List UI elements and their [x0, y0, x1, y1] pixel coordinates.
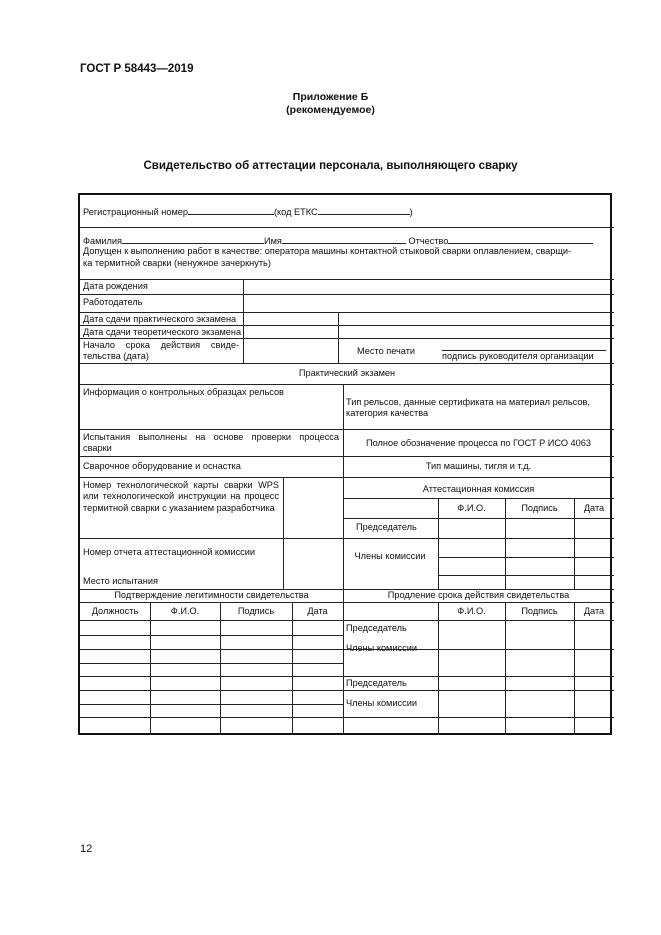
employer-label: Работодатель [83, 297, 143, 307]
wps-number-label: Номер технологической карты сварки WPS или технологической инструкции на процесс термитной сварки с указанием разработчика [83, 480, 279, 513]
patronymic-label: Отчество [408, 236, 449, 246]
birth-date-label: Дата рождения [83, 281, 148, 291]
etks-label: (код ЕТКС [274, 207, 318, 217]
commission-header: Аттестационная комиссия [422, 484, 535, 494]
commission-members-label: Члены комиссии [354, 551, 426, 561]
certificate-form [78, 193, 612, 735]
close-paren: ) [409, 207, 413, 217]
practical-exam-header: Практический экзамен [298, 368, 396, 378]
legitimacy-fio-header: Ф.И.О. [170, 606, 200, 616]
registration-line [83, 205, 413, 218]
admission-line-2: ка термитной сварки (ненужное зачеркнуть) [83, 258, 271, 268]
standard-designation: ГОСТ Р 58443—2019 [80, 63, 194, 75]
patronymic-field[interactable] [448, 234, 593, 244]
page-number: 12 [80, 843, 93, 855]
legitimacy-header: Подтверждение легитимности свидетельства [114, 590, 309, 600]
extension-members-label-1: Члены комиссии [346, 643, 417, 653]
admission-line-1: Допущен к выполнению работ в качестве: оператора машины контактной стыковой сварки оплавлением, сварщи- [83, 246, 572, 256]
extension-chairman-label-1: Председатель [346, 623, 407, 633]
extension-members-label-2: Члены комиссии [346, 698, 417, 708]
test-place-label: Место испытания [83, 576, 158, 586]
commission-fio-header: Ф.И.О. [457, 503, 486, 513]
annex-subtitle: (рекомендуемое) [286, 104, 375, 116]
seal-place-label: Место печати [357, 346, 416, 356]
annex-title: Приложение Б [292, 91, 369, 103]
document-title: Свидетельство об аттестации персонала, выполняющего сварку [143, 160, 518, 172]
extension-fio-header: Ф.И.О. [457, 606, 486, 616]
reg-number-field[interactable] [188, 205, 274, 215]
extension-date-header: Дата [583, 606, 605, 616]
name-field[interactable] [282, 234, 406, 244]
legitimacy-date-header: Дата [307, 606, 328, 616]
report-number-label: Номер отчета аттестационной комиссии [83, 547, 256, 557]
extension-signature-header: Подпись [521, 606, 558, 616]
theory-exam-date-label: Дата сдачи теоретического экзамена [83, 327, 242, 337]
control-samples-label: Информация о контрольных образцах рельсов [83, 387, 284, 397]
machine-type-label: Тип машины, тигля и т.д. [425, 461, 532, 471]
validity-start-label: Начало срока действия свиде-тельства (дата) [83, 340, 239, 362]
reg-number-label: Регистрационный номер [83, 207, 188, 217]
name-label: Имя [264, 236, 282, 246]
rail-type-label: Тип рельсов, данные сертификата на материал рельсов, категория качества [346, 397, 590, 419]
legitimacy-position-header: Должность [91, 606, 139, 616]
extension-header: Продление срока действия свидетельства [387, 590, 570, 600]
process-designation-label: Полное обозначение процесса по ГОСТ Р ИСО 4063 [366, 438, 591, 448]
tests-based-on-label: Испытания выполнены на основе проверки процесса сварки [83, 432, 339, 454]
commission-date-header: Дата [583, 503, 605, 513]
etks-field[interactable] [318, 205, 410, 215]
commission-chairman-label: Председатель [356, 522, 417, 532]
practical-exam-date-label: Дата сдачи практического экзамена [83, 314, 237, 324]
legitimacy-signature-header: Подпись [237, 606, 275, 616]
extension-chairman-label-2: Председатель [346, 678, 407, 688]
org-head-signature-label: подпись руководителя организации [442, 351, 594, 361]
commission-signature-header: Подпись [521, 503, 558, 513]
surname-field[interactable] [122, 234, 264, 244]
equipment-label: Сварочное оборудование и оснастка [83, 461, 241, 471]
surname-label: Фамилия [83, 236, 123, 246]
